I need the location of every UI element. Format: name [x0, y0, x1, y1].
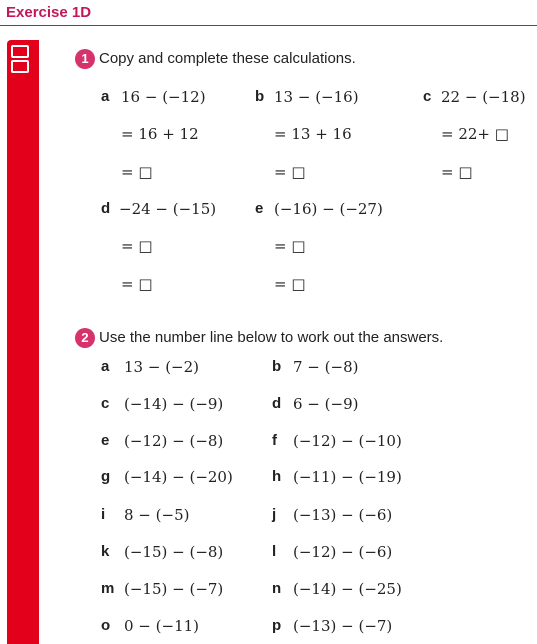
q1-part-label: e [255, 200, 264, 217]
q2-item-label: g [101, 468, 111, 485]
q2-item-label: b [272, 358, 282, 375]
q2-item-label: m [101, 580, 115, 597]
q1-step: = □ [274, 275, 306, 293]
question-1-text: Copy and complete these calculations. [99, 50, 356, 67]
header-divider [0, 25, 537, 26]
q2-item-label: a [101, 358, 110, 375]
q2-item-expression: 7 − (−8) [293, 358, 359, 376]
q2-item-label: n [272, 580, 282, 597]
q2-item-label: f [272, 432, 277, 449]
q2-item-expression: 6 − (−9) [293, 395, 359, 413]
q1-part-label: d [101, 200, 111, 217]
exercise-title: Exercise 1D [6, 4, 92, 21]
q2-item-expression: (−12) − (−10) [293, 432, 402, 450]
q1-step: = □ [441, 163, 473, 181]
book-logo-icon [10, 43, 32, 77]
q2-item-expression: (−14) − (−20) [124, 468, 233, 486]
question-1-number: 1 [75, 49, 95, 69]
q2-item-expression: (−13) − (−6) [293, 506, 393, 524]
q2-item-expression: (−12) − (−6) [293, 543, 393, 561]
question-2-number: 2 [75, 328, 95, 348]
q2-item-expression: 13 − (−2) [124, 358, 200, 376]
q1-part-label: a [101, 88, 110, 105]
q2-item-label: k [101, 543, 110, 560]
q1-expression: (−16) − (−27) [274, 200, 383, 218]
q2-item-expression: (−11) − (−19) [293, 468, 402, 486]
q1-step: = □ [121, 163, 153, 181]
question-2-text: Use the number line below to work out the answers. [99, 329, 444, 346]
q2-item-label: i [101, 506, 106, 523]
q2-item-label: e [101, 432, 110, 449]
q1-step: = 22+ □ [441, 125, 509, 143]
q1-expression: −24 − (−15) [119, 200, 217, 218]
q2-item-label: d [272, 395, 282, 412]
q2-item-label: c [101, 395, 110, 412]
q2-item-label: j [272, 506, 277, 523]
q2-item-label: l [272, 543, 277, 560]
q1-expression: 22 − (−18) [441, 88, 526, 106]
q1-step: = □ [121, 275, 153, 293]
q2-item-expression: (−13) − (−7) [293, 617, 393, 635]
q2-item-expression: (−14) − (−9) [124, 395, 224, 413]
q1-step: = □ [274, 163, 306, 181]
q1-part-label: c [423, 88, 432, 105]
q2-item-expression: (−15) − (−7) [124, 580, 224, 598]
q2-item-expression: 0 − (−11) [124, 617, 200, 635]
q2-item-label: o [101, 617, 111, 634]
q1-step: = □ [274, 237, 306, 255]
q2-item-expression: 8 − (−5) [124, 506, 190, 524]
q1-step: = 16 + 12 [121, 125, 199, 143]
q2-item-label: p [272, 617, 282, 634]
q1-expression: 16 − (−12) [121, 88, 206, 106]
q2-item-label: h [272, 468, 282, 485]
side-bar [7, 40, 39, 644]
q1-step: = □ [121, 237, 153, 255]
q2-item-expression: (−12) − (−8) [124, 432, 224, 450]
q1-part-label: b [255, 88, 265, 105]
q1-step: = 13 + 16 [274, 125, 352, 143]
q2-item-expression: (−14) − (−25) [293, 580, 402, 598]
q2-item-expression: (−15) − (−8) [124, 543, 224, 561]
q1-expression: 13 − (−16) [274, 88, 359, 106]
